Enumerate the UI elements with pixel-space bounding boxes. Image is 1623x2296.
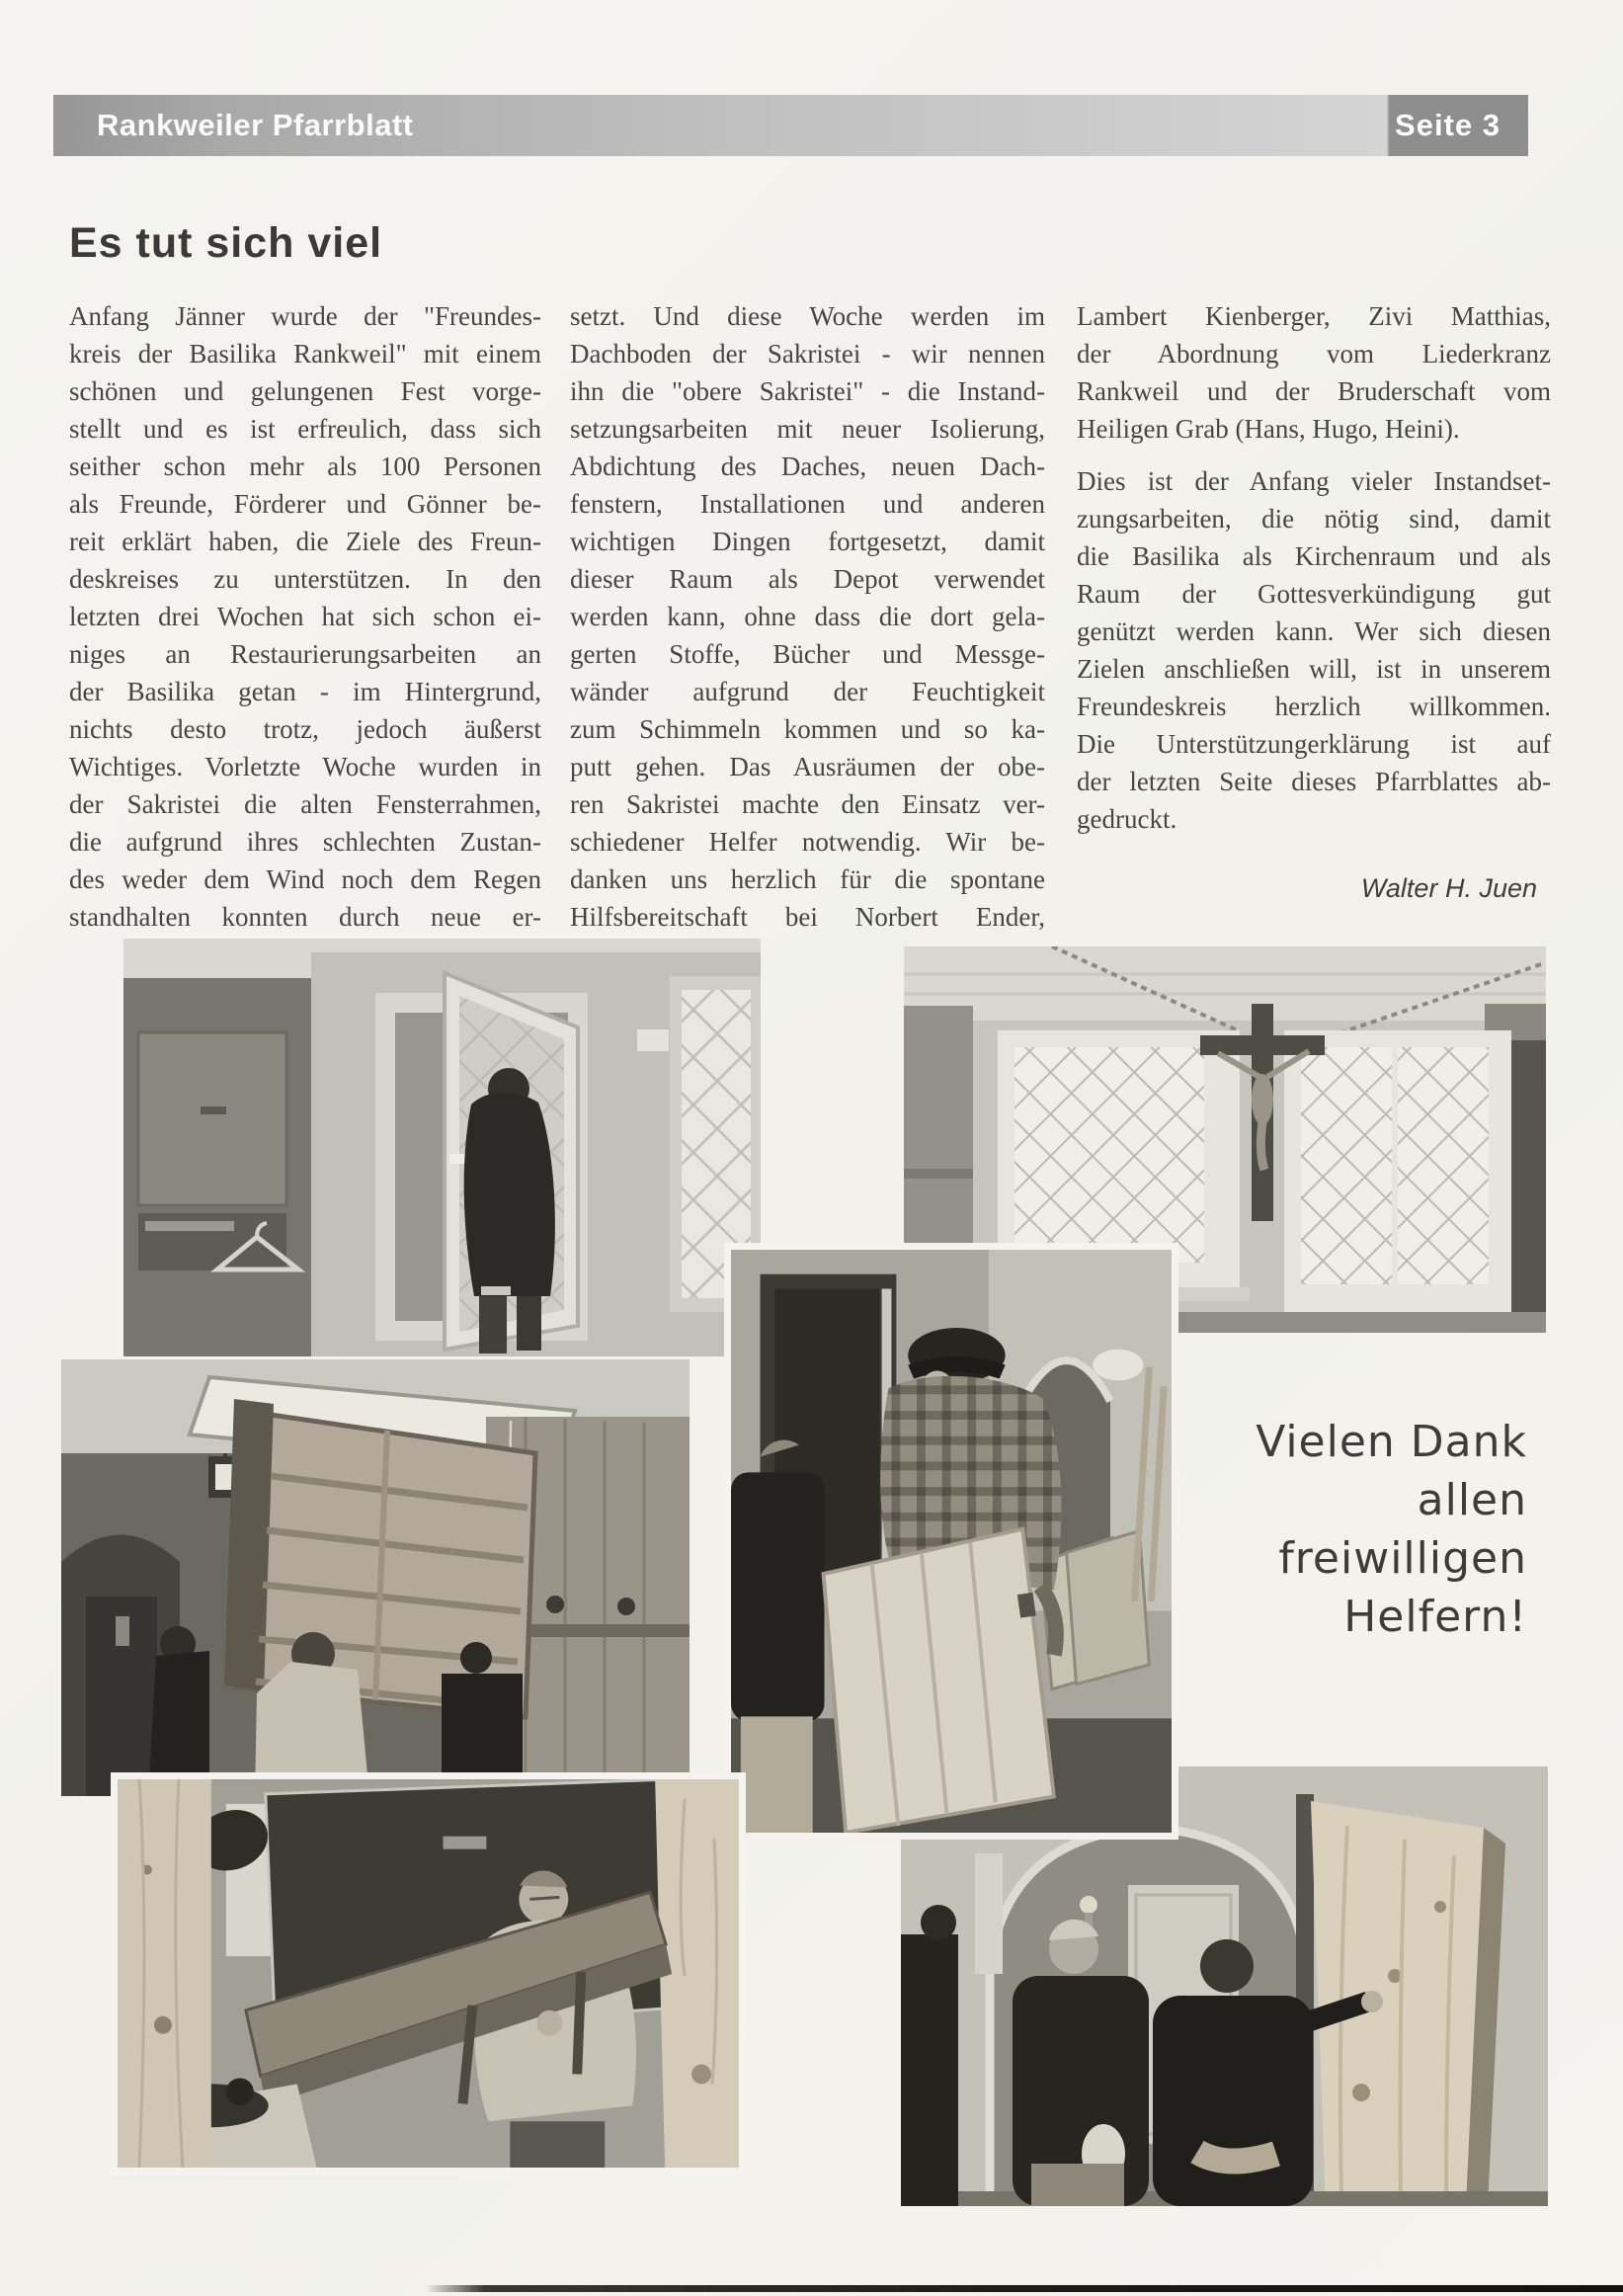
text-line: letzten drei Wochen hat sich schon ei- [69, 602, 541, 631]
text-line: danken uns herzlich für die spontane [570, 864, 1045, 894]
photo-window-installation [123, 939, 761, 1356]
text-line: setzungsarbeiten mit neuer Isolierung, [570, 414, 1045, 444]
text-line: gedruckt. [1077, 804, 1177, 834]
text-line: Anfang Jänner wurde der "Freundes- [69, 301, 541, 331]
article-column-1 [69, 297, 541, 936]
text-line: zungsarbeiten, die nötig sind, damit [1077, 504, 1551, 533]
note-line: Helfern! [1343, 1592, 1527, 1642]
text-line: deskreises zu unterstützen. In den [69, 564, 541, 594]
text-line: schönen und gelungenen Fest vorge- [69, 376, 541, 406]
text-line: reit erklärt haben, die Ziele des Freun- [69, 527, 541, 556]
text-line: Abdichtung des Daches, neuen Dach- [570, 451, 1045, 481]
bench-carrying-image [118, 1779, 739, 2168]
text-line: Lambert Kienberger, Zivi Matthias, [1077, 301, 1551, 331]
text-line: genützt werden kann. Wer sich diesen [1077, 616, 1551, 646]
window-installation-image [123, 939, 761, 1356]
text-line: Rankweil und der Bruderschaft vom [1077, 376, 1551, 406]
article-column-3 [1077, 297, 1551, 838]
text-line: niges an Restaurierungsarbeiten an [69, 639, 541, 669]
text-line: gerten Stoffe, Bücher und Messge- [570, 639, 1045, 669]
thanks-note [1136, 1413, 1527, 1646]
text-line: die Basilika als Kirchenraum und als [1077, 541, 1551, 571]
article-paragraph [570, 297, 1045, 936]
panel-carrying-image [731, 1250, 1172, 1833]
text-line: putt gehen. Das Ausräumen der obe- [570, 752, 1045, 781]
text-line: Wichtiges. Vorletzte Woche wurden in [69, 752, 541, 781]
text-line: fenstern, Installationen und anderen [570, 489, 1045, 519]
article-paragraph [1077, 462, 1551, 838]
text-line: der Abordnung vom Liederkranz [1077, 339, 1551, 369]
text-line: der Basilika getan - im Hintergrund, [69, 677, 541, 706]
text-line: schiedener Helfer notwendig. Wir be- [570, 827, 1045, 857]
text-line: zum Schimmeln kommen und so ka- [570, 714, 1045, 744]
photo-bench-carrying [111, 1772, 746, 2174]
text-line: die aufgrund ihres schlechten Zustan- [69, 827, 541, 857]
text-line: wänder aufgrund der Feuchtigkeit [570, 677, 1045, 706]
text-line: Freundeskreis herzlich willkommen. [1077, 692, 1551, 721]
article-column-2 [570, 297, 1045, 936]
note-line: Vielen Dank [1256, 1417, 1527, 1467]
newsletter-title: Rankweiler Pfarrblatt [97, 108, 414, 142]
text-line: wichtigen Dingen fortgesetzt, damit [570, 527, 1045, 556]
text-line: als Freunde, Förderer und Gönner be- [69, 489, 541, 519]
text-line: standhalten konnten durch neue er- [69, 902, 541, 932]
text-line: Dachboden der Sakristei - wir nennen [570, 339, 1045, 369]
page-number: Seite 3 [1395, 108, 1501, 142]
text-line: stellt und es ist erfreulich, dass sich [69, 414, 541, 444]
text-line: Raum der Gottesverkündigung gut [1077, 579, 1551, 609]
text-line: Heiligen Grab (Hans, Hugo, Heini). [1077, 414, 1460, 444]
scan-edge-bottom [425, 2285, 1623, 2292]
text-line: dieser Raum als Depot verwendet [570, 564, 1045, 594]
article-byline: Walter H. Juen [1360, 873, 1537, 903]
header-bar [53, 95, 1528, 156]
text-line: kreis der Basilika Rankweil" mit einem [69, 339, 541, 369]
text-line: ihn die "obere Sakristei" - die Instand- [570, 376, 1045, 406]
text-line: Hilfsbereitschaft bei Norbert Ender, [570, 902, 1045, 932]
photo-panel-carrying [724, 1243, 1178, 1840]
text-line: ren Sakristei machte den Einsatz ver- [570, 789, 1045, 819]
text-line: der letzten Seite dieses Pfarrblattes ab- [1077, 767, 1551, 796]
text-line: Dies ist der Anfang vieler Instandset- [1077, 466, 1551, 496]
note-line: allen [1417, 1475, 1527, 1525]
text-line: Die Unterstützungerklärung ist auf [1077, 729, 1551, 759]
shelf-lifting-image [61, 1359, 690, 1796]
text-line: nichts desto trotz, jedoch äußerst [69, 714, 541, 744]
text-line: Zielen anschließen will, ist in unserem [1077, 654, 1551, 684]
article-title: Es tut sich viel [69, 219, 383, 267]
note-line: freiwilligen [1278, 1533, 1527, 1584]
text-line: des weder dem Wind noch dem Regen [69, 864, 541, 894]
text-line: werden kann, ohne dass die dort gela- [570, 602, 1045, 631]
photo-shelf-lifting [61, 1359, 690, 1796]
article-paragraph [1077, 297, 1551, 448]
article-paragraph [69, 297, 541, 936]
text-line: setzt. Und diese Woche werden im [570, 301, 1045, 331]
text-line: seither schon mehr als 100 Personen [69, 451, 541, 481]
text-line: der Sakristei die alten Fensterrahmen, [69, 789, 541, 819]
